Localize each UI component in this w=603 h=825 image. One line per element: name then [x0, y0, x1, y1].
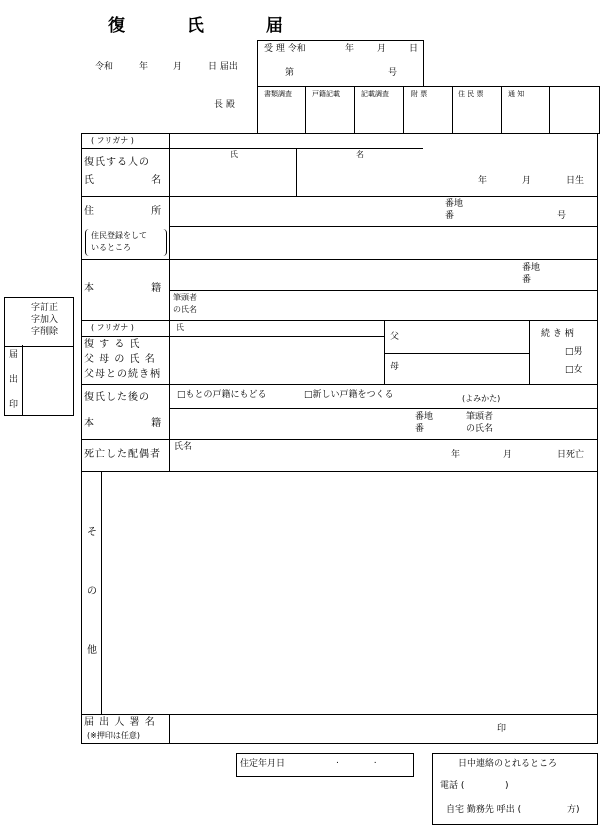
- check-entry-review: 記載調査: [361, 90, 389, 98]
- spouse-death-day: 日死亡: [557, 450, 585, 460]
- surname-field[interactable]: [170, 160, 294, 194]
- after-honseki-field[interactable]: [170, 409, 410, 438]
- page-title: 復 氏 届: [108, 16, 311, 36]
- contact-suffix: 方): [567, 805, 580, 815]
- check-resident-record: 住 民 票: [458, 90, 484, 98]
- contact-phone-field[interactable]: [478, 778, 503, 792]
- head-of-register-label-2: の氏名: [173, 305, 197, 314]
- spouse-name-label: 氏名: [174, 442, 193, 452]
- after-label-line1: 復氏した後の: [84, 392, 150, 403]
- check-register-entry: 戸籍記載: [312, 90, 340, 98]
- check-documents: 書類調査: [264, 90, 292, 98]
- spouse-label: 死亡した配偶者: [84, 449, 161, 460]
- other-field[interactable]: [102, 472, 597, 713]
- given-name-label: 名: [356, 150, 364, 159]
- address-ban: 番: [445, 211, 455, 221]
- correction-line2: 字加入: [31, 315, 59, 325]
- address-field[interactable]: [170, 197, 440, 225]
- yomikata-label: (よみかた): [462, 394, 501, 403]
- check-attachment: 附 票: [411, 90, 428, 98]
- after-banchi: 番地: [415, 412, 434, 422]
- male-checkbox[interactable]: □男: [565, 347, 583, 357]
- female-checkbox[interactable]: □女: [565, 365, 583, 375]
- stamp-label-1: 届: [9, 350, 19, 360]
- honseki-banchi: 番地: [522, 263, 541, 273]
- honseki-field[interactable]: [170, 260, 510, 289]
- option-new-checkbox[interactable]: □新しい戸籍をつくる: [304, 390, 394, 400]
- contact-phone-close: ): [505, 781, 509, 791]
- birth-day-label: 日生: [566, 176, 585, 186]
- other-label-3: 他: [87, 645, 97, 656]
- signature-seal: 印: [497, 724, 507, 734]
- parents-surname-label: 氏: [176, 323, 184, 332]
- address-go: 号: [557, 211, 567, 221]
- correction-line3: 字削除: [31, 327, 59, 337]
- father-label: 父: [390, 332, 400, 342]
- relation-label: 続 き 柄: [541, 329, 574, 339]
- address-note-line1: 住民登録をして: [91, 231, 147, 240]
- reception-number-suffix: 号: [388, 68, 398, 78]
- filing-date-day: 日 届出: [208, 62, 238, 72]
- after-head-label-2: の氏名: [466, 424, 494, 434]
- parents-label-line3: 父母との続き柄: [84, 369, 161, 380]
- address-note-line2: いるところ: [91, 243, 131, 252]
- after-ban: 番: [415, 424, 425, 434]
- check-notice: 通 知: [508, 90, 525, 98]
- other-label-1: そ: [87, 527, 97, 538]
- signature-note: (※押印は任意): [87, 731, 140, 740]
- scheduled-date-label: 住定年月日: [240, 759, 286, 769]
- reception-month: 月: [377, 44, 387, 54]
- addressee: 長 殿: [214, 100, 235, 110]
- parents-furigana-label: ( フリガナ ): [91, 323, 134, 332]
- honseki-ban: 番: [522, 275, 532, 285]
- signature-label: 届 出 人 署 名: [84, 717, 156, 728]
- reception-day: 日: [409, 44, 419, 54]
- reception-received: 受 理 令和: [264, 44, 306, 54]
- contact-options: 自宅 勤務先 呼出 (: [446, 805, 522, 815]
- honseki-label: 本 籍: [84, 283, 163, 294]
- other-label-2: の: [87, 586, 97, 597]
- stamp-label-3: 印: [9, 400, 19, 410]
- filing-date-era: 令和: [95, 62, 114, 72]
- mother-label: 母: [390, 362, 400, 372]
- birth-year-label: 年: [478, 176, 488, 186]
- given-name-field[interactable]: [297, 160, 467, 194]
- name-label-line2: 氏 名: [84, 175, 163, 186]
- spouse-death-month: 月: [503, 450, 513, 460]
- address-banchi: 番地: [445, 199, 464, 209]
- parents-label-line2: 父 母 の 氏 名: [84, 354, 156, 365]
- option-return-checkbox[interactable]: □もとの戸籍にもどる: [177, 390, 267, 400]
- surname-label: 氏: [230, 150, 238, 159]
- address-label: 住 所: [84, 206, 163, 217]
- name-label-line1: 復氏する人の: [84, 157, 150, 168]
- furigana-label: ( フリガナ ): [91, 136, 134, 145]
- birth-month-label: 月: [522, 176, 532, 186]
- scheduled-date-dots: . .: [336, 756, 377, 766]
- parents-surname-field[interactable]: [170, 337, 383, 383]
- contact-title: 日中連絡のとれるところ: [458, 759, 558, 769]
- contact-phone-label: 電話 (: [440, 781, 465, 791]
- spouse-death-year: 年: [451, 450, 461, 460]
- parents-label-line1: 復 す る 氏: [84, 339, 141, 350]
- after-head-label-1: 筆頭者: [466, 412, 494, 422]
- head-of-register-label-1: 筆頭者: [173, 293, 197, 302]
- signature-field[interactable]: [170, 715, 470, 743]
- after-label-line2: 本 籍: [84, 418, 163, 429]
- reception-year: 年: [345, 44, 355, 54]
- spouse-name-field[interactable]: [200, 440, 430, 470]
- stamp-label-2: 出: [9, 375, 19, 385]
- filing-date-year: 年: [139, 62, 149, 72]
- correction-line1: 字訂正: [31, 303, 59, 313]
- filing-date-month: 月: [173, 62, 183, 72]
- reception-number-prefix: 第: [285, 68, 295, 78]
